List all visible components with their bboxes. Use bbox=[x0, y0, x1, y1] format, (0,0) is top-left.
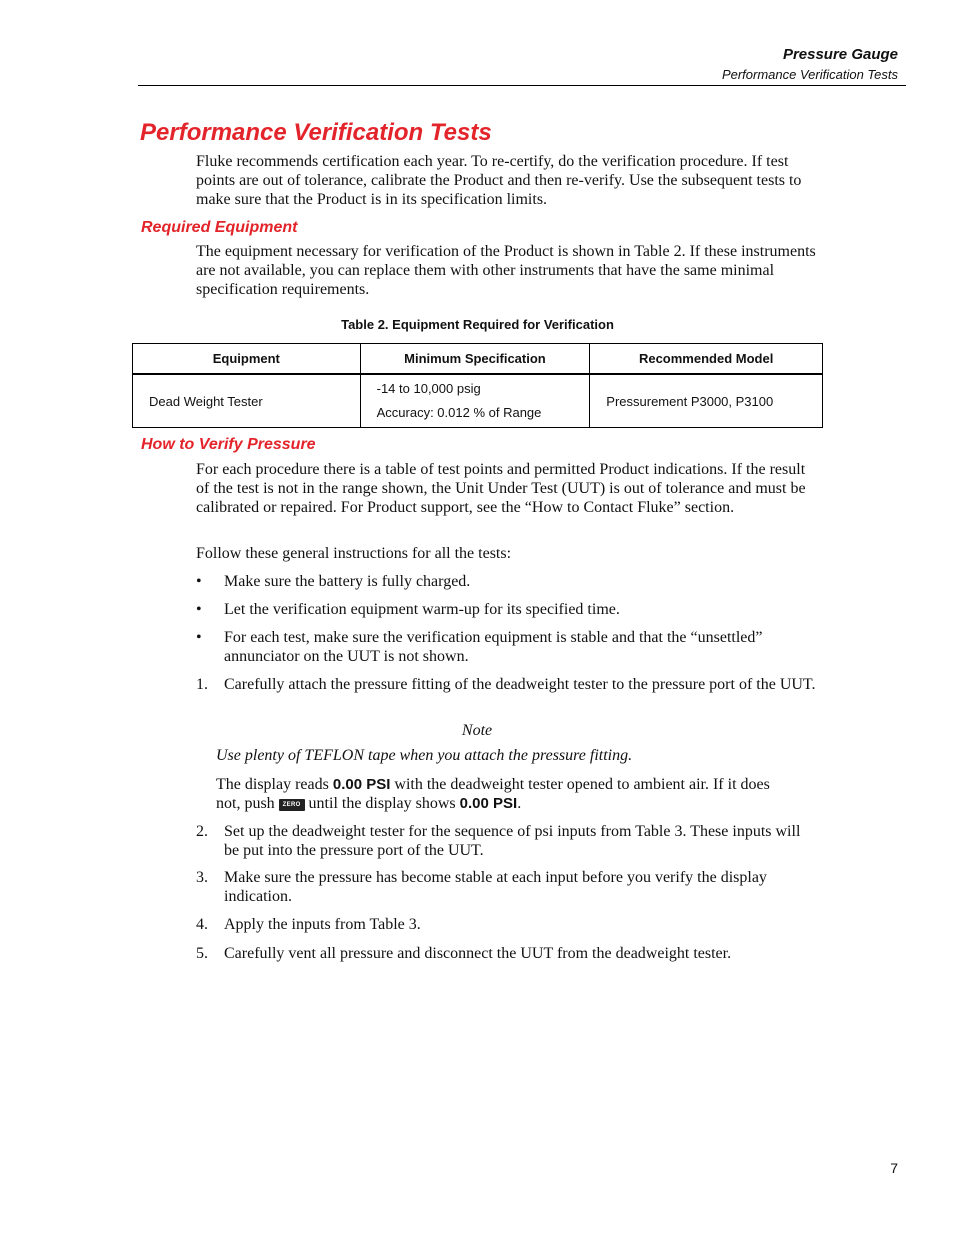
step-number: 5. bbox=[196, 945, 208, 962]
bullet-text: Let the verification equipment warm-up for its specified time. bbox=[224, 601, 620, 618]
display-instructions bbox=[216, 775, 796, 813]
bullet-icon: • bbox=[196, 629, 202, 646]
verify-pressure-heading: How to Verify Pressure bbox=[141, 436, 316, 453]
section-title: Performance Verification Tests bbox=[140, 119, 492, 146]
procedure-step bbox=[196, 868, 816, 906]
cell-minimum-specification bbox=[360, 374, 590, 428]
list-item bbox=[196, 628, 816, 666]
spec-accuracy: Accuracy: 0.012 % of Range bbox=[376, 405, 542, 420]
running-header-title: Pressure Gauge bbox=[782, 46, 898, 63]
list-item bbox=[196, 600, 816, 619]
step-text: Apply the inputs from Table 3. bbox=[224, 916, 421, 933]
page-number: 7 bbox=[890, 1160, 898, 1176]
equipment-table bbox=[132, 343, 823, 428]
step-number: 4. bbox=[196, 916, 208, 933]
required-equipment-paragraph: The equipment necessary for verification of the Product is shown in Table 2. If these instruments are not available, you can replace them with other instruments that have the same minimal specification requirements. bbox=[196, 243, 816, 298]
general-instructions-intro: Follow these general instructions for all the tests: bbox=[196, 545, 512, 562]
step-text: Set up the deadweight tester for the sequence of psi inputs from Table 3. These inputs will be put into the pressure port of the UUT. bbox=[224, 823, 801, 859]
spec-range: -14 to 10,000 psig bbox=[376, 381, 481, 396]
note-title: Note bbox=[461, 722, 493, 739]
running-header-subtitle: Performance Verification Tests bbox=[721, 67, 898, 82]
display-text-a: The display reads bbox=[216, 776, 333, 793]
step-text: Make sure the pressure has become stable at each input before you verify the display indication. bbox=[224, 869, 767, 905]
table-row bbox=[133, 374, 823, 428]
required-equipment-heading: Required Equipment bbox=[141, 219, 298, 236]
header-rule bbox=[138, 85, 906, 86]
verify-paragraph: For each procedure there is a table of test points and permitted Product indications. If the result of the test is not in the range shown, the Unit Under Test (UUT) is out of tolerance and must be calibrated or repaired. For Product support, see the “How to Contact Fluke” section. bbox=[196, 461, 806, 516]
bullet-icon: • bbox=[196, 573, 202, 590]
note-text: Use plenty of TEFLON tape when you attach the pressure fitting. bbox=[216, 747, 633, 764]
display-text-c: until the display shows bbox=[304, 795, 460, 812]
zero-key-icon: ZERO bbox=[279, 799, 305, 811]
display-text-b: with the deadweight tester opened to ambient air. If it does not, push bbox=[216, 776, 770, 812]
procedure-step bbox=[196, 944, 816, 963]
cell-recommended-model: Pressurement P3000, P3100 bbox=[590, 374, 823, 428]
column-header-recommended-model: Recommended Model bbox=[590, 344, 823, 375]
cell-equipment: Dead Weight Tester bbox=[133, 374, 361, 428]
intro-paragraph: Fluke recommends certification each year. To re-certify, do the verification procedure. If test points are out of tolerance, calibrate the Product and then re-verify. Use the subsequent tests to make sure that the Product is in its specification limits. bbox=[196, 153, 802, 208]
procedure-step bbox=[196, 915, 816, 934]
procedure-step bbox=[196, 822, 816, 860]
display-value-2: 0.00 PSI bbox=[459, 795, 518, 812]
display-value: 0.00 PSI bbox=[332, 776, 391, 793]
bullet-text: Make sure the battery is fully charged. bbox=[224, 573, 471, 590]
procedure-step bbox=[196, 675, 816, 694]
column-header-minimum-specification: Minimum Specification bbox=[360, 344, 590, 375]
table-caption: Table 2. Equipment Required for Verification bbox=[341, 317, 614, 332]
column-header-equipment: Equipment bbox=[133, 344, 361, 375]
step-number: 2. bbox=[196, 823, 208, 840]
bullet-text: For each test, make sure the verification equipment is stable and that the “unsettled” annunciator on the UUT is not shown. bbox=[224, 629, 763, 665]
bullet-icon: • bbox=[196, 601, 202, 618]
table-header-row bbox=[133, 344, 823, 375]
list-item bbox=[196, 572, 816, 591]
step-text: Carefully attach the pressure fitting of the deadweight tester to the pressure port of the UUT. bbox=[224, 676, 816, 693]
display-text-d: . bbox=[517, 795, 522, 812]
step-number: 1. bbox=[196, 676, 208, 693]
step-number: 3. bbox=[196, 869, 208, 886]
step-text: Carefully vent all pressure and disconnect the UUT from the deadweight tester. bbox=[224, 945, 732, 962]
